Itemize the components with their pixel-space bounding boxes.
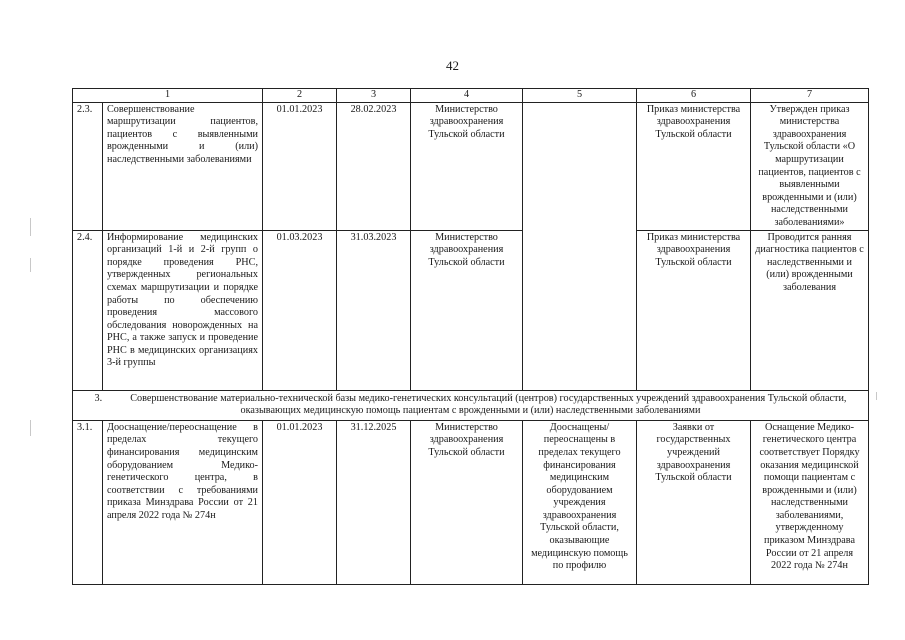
executor: Министерство здравоохранения Тульской области <box>411 230 523 390</box>
end-date: 31.12.2025 <box>337 420 411 584</box>
executor: Министерство здравоохранения Тульской области <box>411 420 523 584</box>
indicator: Утвержден приказ министерства здравоохранения Тульской области «О маршрутизации пациентов, пациентов с выявленными врожденными и (или) наследственными заболеваниями» <box>751 102 869 230</box>
header-col-2: 2 <box>263 89 337 103</box>
indicator: Оснащение Медико-генетического центра соответствует Порядку оказания медицинской помощи пациентам с врожденными и (или) наследственными заболеваниями, утвержденному приказом Минздрава России от 21 апреля 2022 года № 274н <box>751 420 869 584</box>
document-type: Заявки от государственных учреждений здравоохранения Тульской области <box>637 420 751 584</box>
header-col-4: 4 <box>411 89 523 103</box>
start-date: 01.03.2023 <box>263 230 337 390</box>
activity-name: Информирование медицинских организаций 1-й и 2-й групп о порядке проведения РНС, утвержденных региональных схемах маршрутизации и порядке работы по обеспечению проведения массового обследования новорожденных на РНС, а также запуск и проведение РНС в медицинских организациях 3-й группы <box>103 230 263 390</box>
activity-name: Совершенствование маршрутизации пациентов, пациентов с выявленными врожденными и (или) наследственными заболеваниями <box>103 102 263 230</box>
result-cell: Дооснащены/ переоснащены в пределах текущего финансирования медицинским оборудованием учреждения здравоохранения Тульской области, оказывающие медицинскую помощь по профилю <box>523 420 637 584</box>
header-col-3: 3 <box>337 89 411 103</box>
indicator: Проводится ранняя диагностика пациентов с наследственными и (или) врожденными заболевания <box>751 230 869 390</box>
start-date: 01.01.2023 <box>263 102 337 230</box>
row-number: 2.4. <box>73 230 103 390</box>
table-row <box>73 230 869 390</box>
section-number: 3. <box>94 392 103 404</box>
plan-table <box>72 88 869 585</box>
header-col-1: 1 <box>73 89 263 103</box>
page-number: 42 <box>446 58 459 73</box>
row-number: 2.3. <box>73 102 103 230</box>
start-date: 01.01.2023 <box>263 420 337 584</box>
document-type: Приказ министерства здравоохранения Тульской области <box>637 230 751 390</box>
end-date: 28.02.2023 <box>337 102 411 230</box>
result-cell <box>523 102 637 390</box>
scan-artifact <box>30 258 31 272</box>
scan-artifact <box>30 420 31 436</box>
section-title: Совершенствование материально-технической базы медико-генетических консультаций (центров) государственных учреждений здравоохранения Тульской области, оказывающих медицинскую помощь пациентам с врожденными и (или) наследственными заболеваниями <box>130 392 847 417</box>
section-heading <box>73 390 869 420</box>
header-col-5: 5 <box>523 89 637 103</box>
table-row <box>73 102 869 230</box>
section-row <box>73 390 869 420</box>
end-date: 31.03.2023 <box>337 230 411 390</box>
table-row <box>73 420 869 584</box>
scan-artifact <box>30 218 31 236</box>
scan-artifact <box>876 392 877 400</box>
header-col-7: 7 <box>751 89 869 103</box>
header-col-6: 6 <box>637 89 751 103</box>
table-header-row <box>73 89 869 103</box>
executor: Министерство здравоохранения Тульской области <box>411 102 523 230</box>
row-number: 3.1. <box>73 420 103 584</box>
document-type: Приказ министерства здравоохранения Тульской области <box>637 102 751 230</box>
activity-name: Дооснащение/переоснащение в пределах текущего финансирования медицинским оборудованием Медико-генетического центра, в соответствии с требованиями приказа Минздрава России от 21 апреля 2022 года № 274н <box>103 420 263 584</box>
